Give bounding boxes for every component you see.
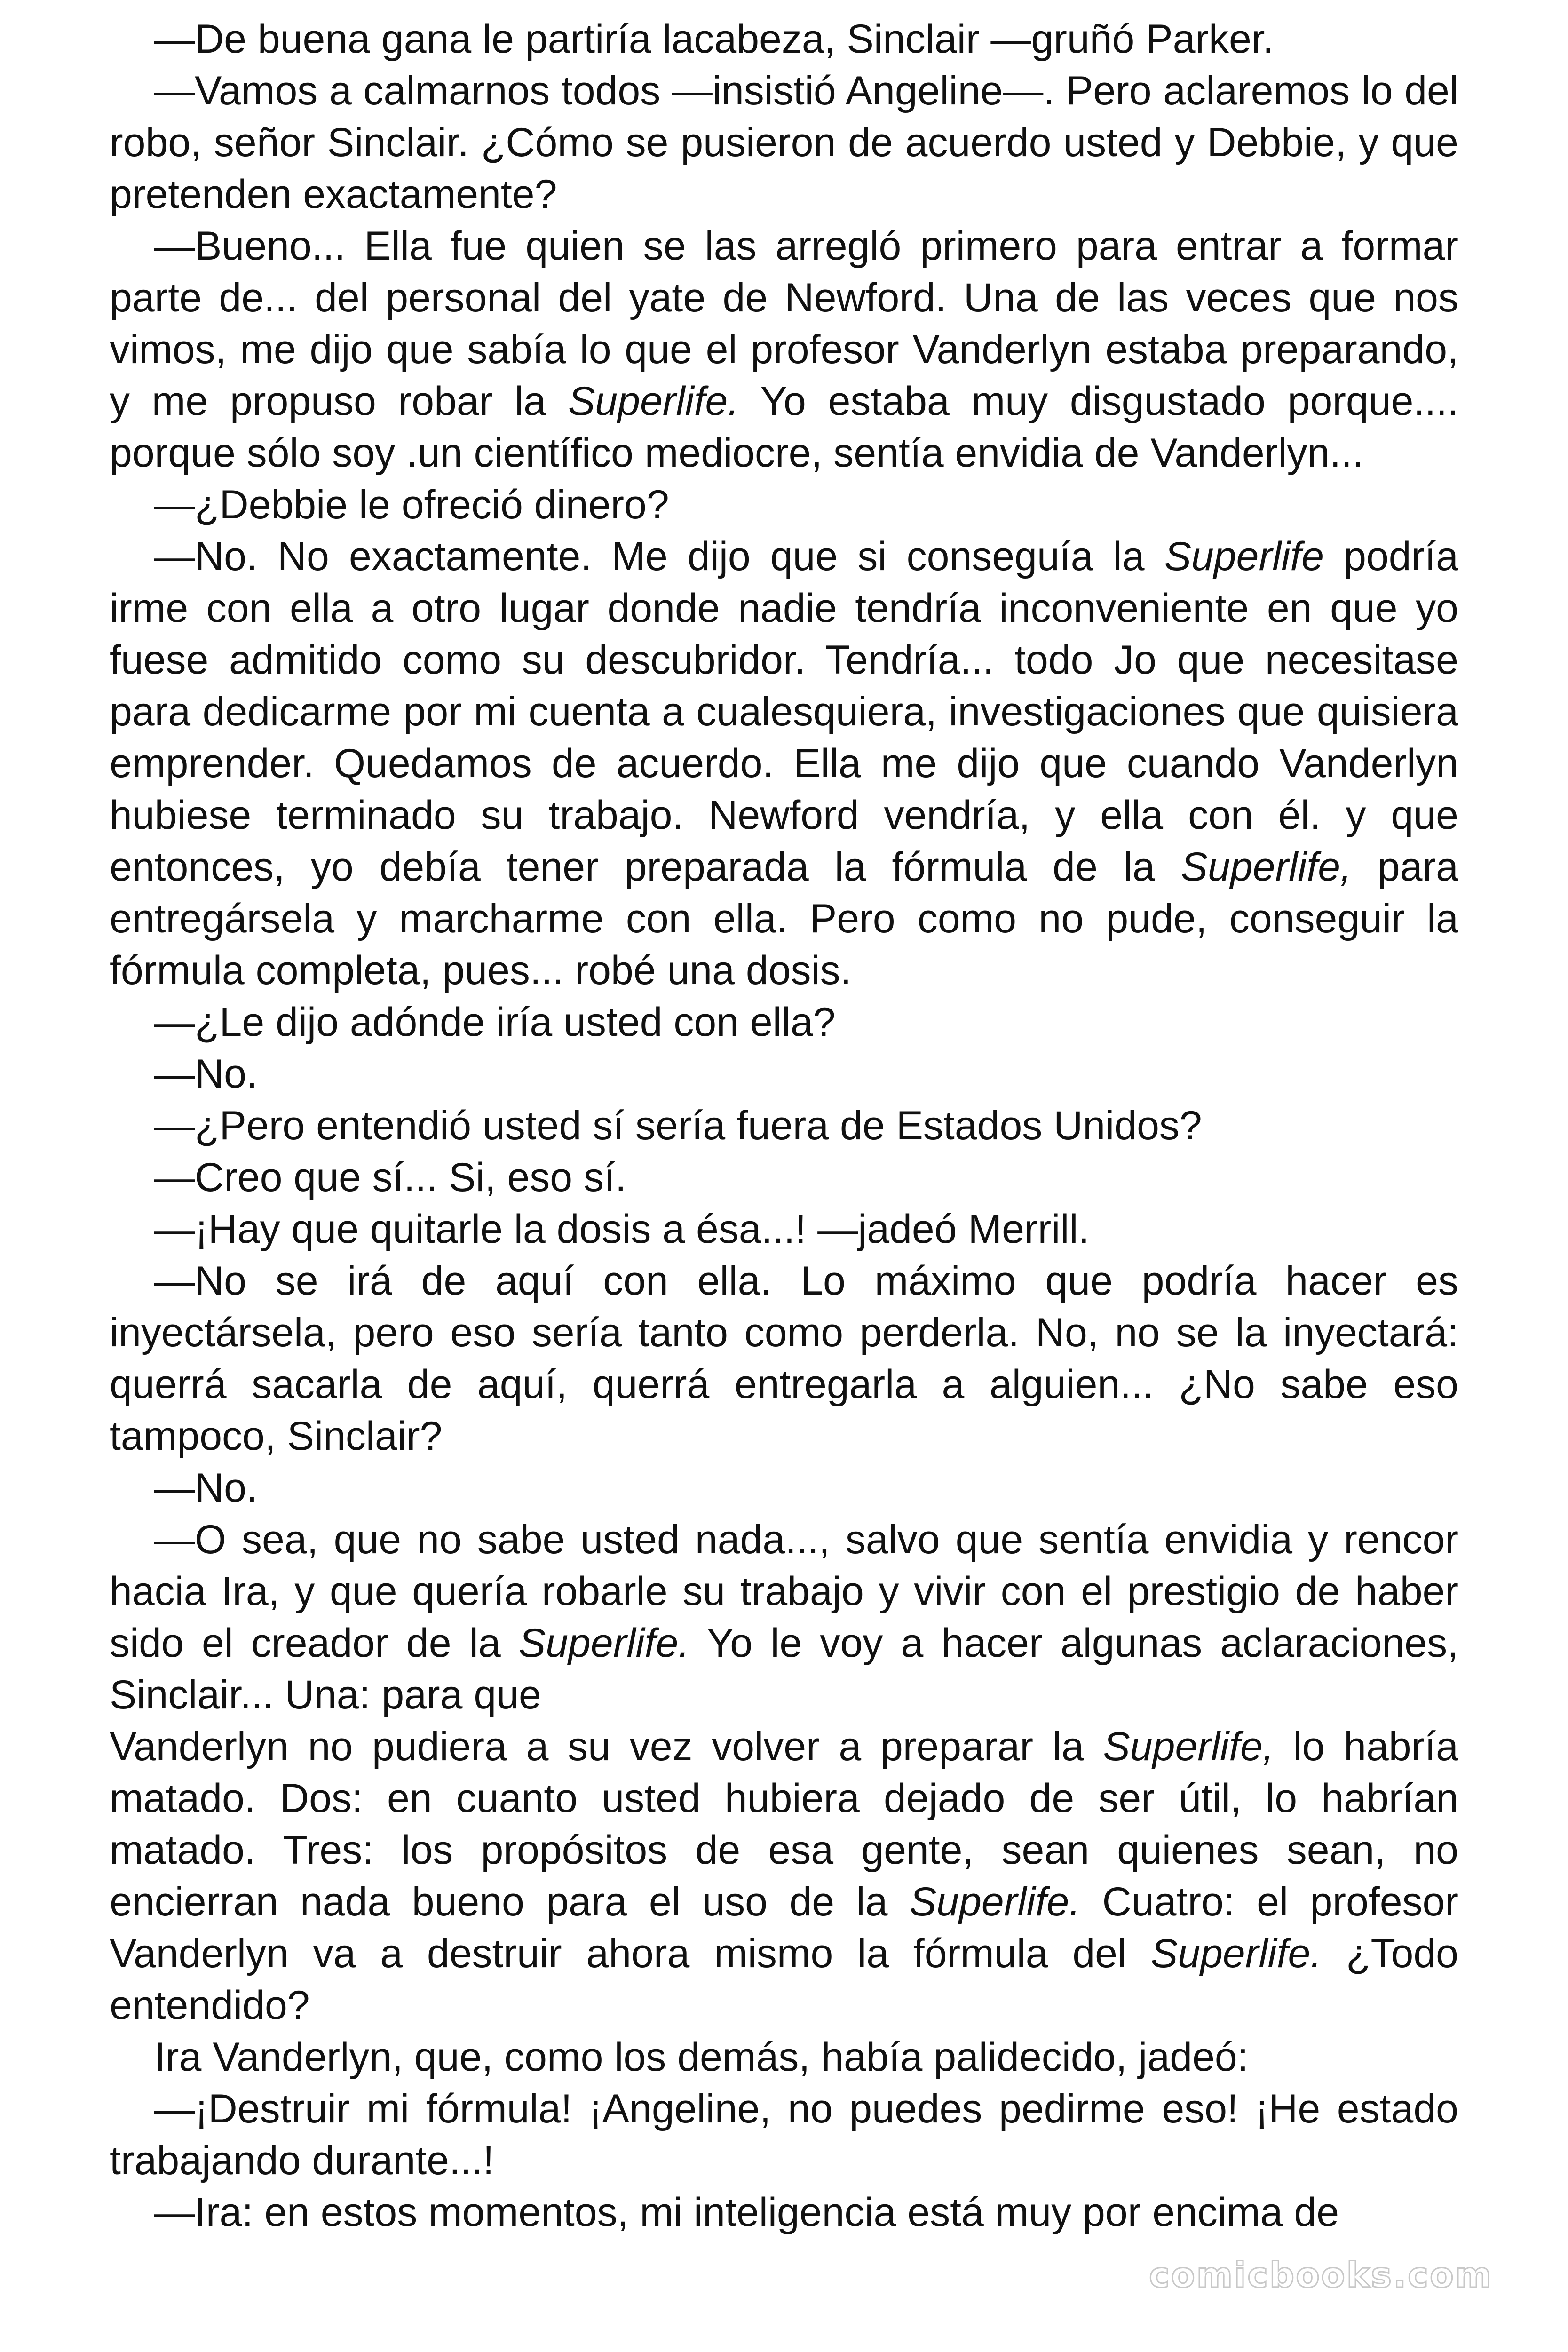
text-run: Ira Vanderlyn, que, como los demás, había palidecido, jadeó: [154,2034,1249,2080]
text-run: para entregársela y marcharme con ella. Pero como no pude, conseguir la fórmula completa, pues... robé una dosis. [110,844,1458,993]
text-run: —¿Le dijo adónde iría usted con ella? [154,1000,836,1045]
paragraph [110,13,1458,65]
text-run: —Bueno... Ella fue quien se las arregló primero para entrar a formar parte de... del personal del yate de Newford. Una de las veces que nos vimos, me dijo que sabía lo que el profesor Vanderlyn estaba preparando, y me propuso robar la [110,223,1458,424]
paragraph [110,2186,1458,2238]
paragraph [110,1048,1458,1100]
text-run: —¿Debbie le ofreció dinero? [154,482,669,527]
text-run: —No. [154,1465,258,1510]
italic-text: Superlife. [518,1621,690,1666]
paragraph [110,1514,1458,1721]
paragraph [110,1721,1458,2031]
italic-text: Superlife [1164,534,1324,579]
text-run: —O sea, que no sabe usted nada..., salvo que sentía envidia y rencor hacia Ira, y que quería robarle su trabajo y vivir con el prestigio de haber sido el creador de la [110,1517,1458,1666]
text-run: lo habría matado. Dos: en cuanto usted hubiera dejado de ser útil, lo habrían matado. Tres: los propósitos de esa gente, sean quienes sean, no encierran nada bueno para el uso de la [110,1724,1458,1924]
text-run: Vanderlyn no pudiera a su vez volver a preparar la [110,1724,1103,1769]
text-run: —¡Destruir mi fórmula! ¡Angeline, no puedes pedirme eso! ¡He estado trabajando durante...! [110,2086,1458,2183]
text-run: Yo estaba muy disgustado porque.... porque sólo soy .un científico mediocre, sentía envidia de Vanderlyn... [110,379,1458,476]
text-run: ¿Todo entendido? [110,1931,1458,2028]
text-run: —Creo que sí... Si, eso sí. [154,1155,626,1200]
paragraph [110,531,1458,996]
paragraph [110,1100,1458,1152]
paragraph [110,2031,1458,2083]
paragraph [110,1255,1458,1462]
italic-text: Superlife, [1180,844,1352,890]
text-run: —Ira: en estos momentos, mi inteligencia está muy por encima de [154,2190,1339,2235]
paragraph [110,65,1458,220]
italic-text: Superlife. [909,1879,1081,1924]
italic-text: Superlife. [568,379,739,424]
text-run: Yo le voy a hacer algunas aclaraciones, Sinclair... Una: para que [110,1621,1458,1717]
text-run: —De buena gana le partiría lacabeza, Sinclair —gruñó Parker. [154,16,1274,62]
italic-text: Superlife. [1150,1931,1322,1976]
paragraph [110,996,1458,1048]
watermark-logo: comicbooks.com [1149,2255,1493,2296]
italic-text: Superlife, [1103,1724,1274,1769]
text-run: —No. No exactamente. Me dijo que si conseguía la [154,534,1164,579]
paragraph [110,1462,1458,1514]
text-run: —¿Pero entendió usted sí sería fuera de Estados Unidos? [154,1103,1202,1148]
text-run: podría irme con ella a otro lugar donde nadie tendría inconveniente en que yo fuese admitido como su descubridor. Tendría... todo Jo que necesitase para dedicarme por mi cuenta a cualesquiera, investigaciones que quisiera emprender. Quedamos de acuerdo. Ella me dijo que cuando Vanderlyn hubiese terminado su trabajo. Newford vendría, y ella con él. y que entonces, yo debía tener preparada la fórmula de la [110,534,1458,890]
paragraph [110,1152,1458,1203]
text-run: Cuatro: el profesor Vanderlyn va a destruir ahora mismo la fórmula del [110,1879,1459,1976]
paragraph [110,220,1458,479]
text-run: —No se irá de aquí con ella. Lo máximo que podría hacer es inyectársela, pero eso sería tanto como perderla. No, no se la inyectará: querrá sacarla de aquí, querrá entregarla a alguien... ¿No sabe eso tampoco, Sinclair? [110,1258,1458,1459]
paragraph [110,479,1458,531]
text-run: —¡Hay que quitarle la dosis a ésa...! —jadeó Merrill. [154,1207,1090,1252]
text-run: —No. [154,1051,258,1097]
document-page [110,13,1458,2238]
paragraph [110,1203,1458,1255]
paragraph [110,2083,1458,2186]
text-run: —Vamos a calmarnos todos —insistió Angeline—. Pero aclaremos lo del robo, señor Sinclair. ¿Cómo se pusieron de acuerdo usted y Debbie, y que pretenden exactamente? [110,68,1458,217]
